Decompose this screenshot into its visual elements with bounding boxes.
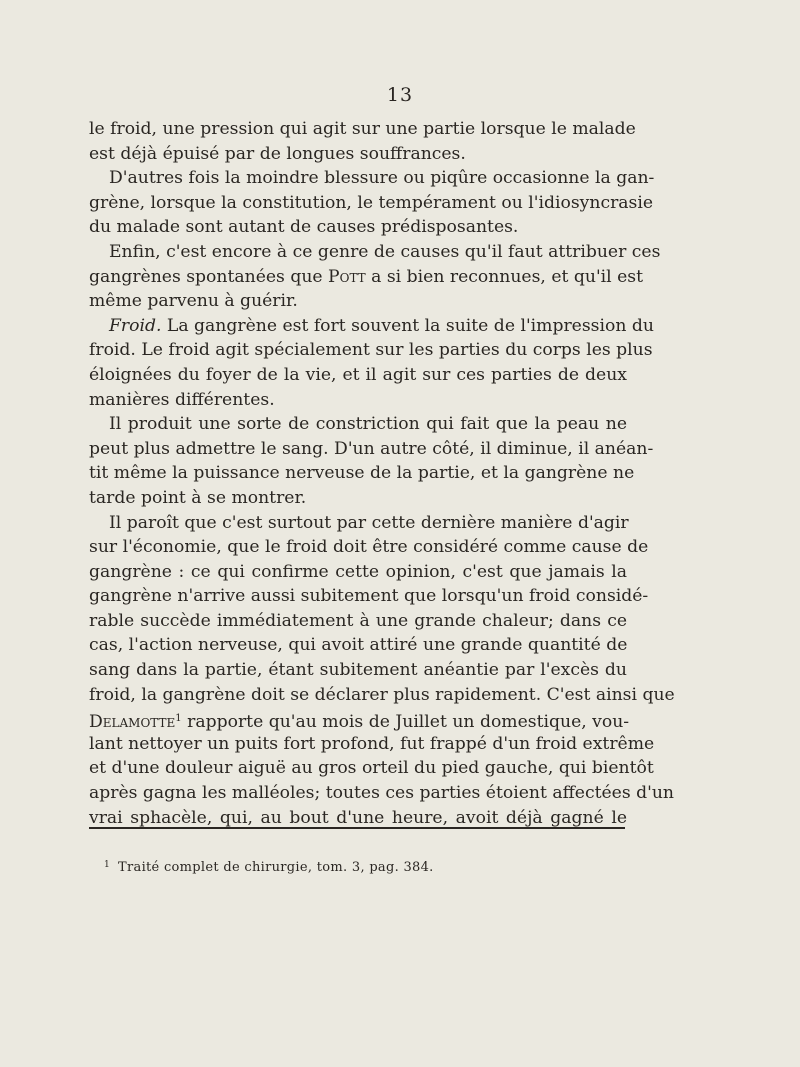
text-line: est déjà épuisé par de longues souffrances. bbox=[89, 143, 466, 164]
footnote bbox=[104, 860, 434, 875]
footnote-ref: 1 bbox=[175, 713, 182, 725]
page-number: 13 bbox=[386, 84, 414, 106]
author-name-pott: Pott bbox=[328, 266, 366, 287]
text-line: peut plus admettre le sang. D'un autre côté, il diminue, il anéan- bbox=[89, 438, 654, 459]
text-segment: gangrènes spontanées que bbox=[89, 266, 323, 287]
text-line: Il paroît que c'est surtout par cette dernière manière d'agir bbox=[109, 512, 629, 533]
text-segment: a si bien reconnues, et qu'il est bbox=[371, 266, 644, 287]
text-line: vrai sphacèle, qui, au bout d'une heure, avoit déjà gagné le bbox=[89, 807, 627, 828]
text-line: Il produit une sorte de constriction qui fait que la peau ne bbox=[109, 414, 627, 435]
text-line bbox=[89, 707, 630, 733]
text-segment: La gangrène est fort souvent la suite de l'impression du bbox=[166, 315, 654, 336]
text-line: après gagna les malléoles; toutes ces parties étoient affectées d'un bbox=[89, 783, 674, 804]
text-line bbox=[89, 314, 654, 339]
footnote-mark: 1 bbox=[104, 860, 111, 870]
body-text bbox=[89, 117, 675, 830]
text-line: rable succède immédiatement à une grande chaleur; dans ce bbox=[89, 610, 627, 631]
text-line: Enfin, c'est encore à ce genre de causes qu'il faut attribuer ces bbox=[109, 241, 661, 262]
text-line: même parvenu à guérir. bbox=[89, 291, 298, 312]
text-line: froid. Le froid agit spécialement sur les parties du corps les plus bbox=[89, 340, 653, 361]
text-line: cas, l'action nerveuse, qui avoit attiré une grande quantité de bbox=[89, 635, 628, 656]
text-line: grène, lorsque la constitution, le tempérament ou l'idiosyncrasie bbox=[89, 192, 654, 213]
text-line: lant nettoyer un puits fort profond, fut frappé d'un froid extrême bbox=[89, 733, 655, 754]
text-line: manières différentes. bbox=[89, 389, 275, 410]
footnote-text: Traité complet de chirurgie, tom. 3, pag. 384. bbox=[118, 860, 434, 875]
text-line: éloignées du foyer de la vie, et il agit sur ces parties de deux bbox=[89, 364, 627, 385]
text-line: sang dans la partie, étant subitement anéantie par l'excès du bbox=[89, 660, 627, 681]
text-line: D'autres fois la moindre blessure ou piqûre occasionne la gan- bbox=[109, 168, 655, 189]
text-line: gangrène : ce qui confirme cette opinion, c'est que jamais la bbox=[89, 561, 627, 582]
text-line: froid, la gangrène doit se déclarer plus rapidement. C'est ainsi que bbox=[89, 684, 675, 705]
text-line: et d'une douleur aiguë au gros orteil du pied gauche, qui bientôt bbox=[89, 758, 654, 779]
text-line: du malade sont autant de causes prédisposantes. bbox=[89, 217, 519, 238]
text-line: sur l'économie, que le froid doit être considéré comme cause de bbox=[89, 537, 649, 558]
text-line: tit même la puissance nerveuse de la partie, et la gangrène ne bbox=[89, 463, 635, 484]
footnote-divider bbox=[89, 827, 625, 829]
section-heading-froid: Froid. bbox=[109, 315, 162, 336]
text-line bbox=[89, 265, 644, 290]
text-line: gangrène n'arrive aussi subitement que lorsqu'un froid considé- bbox=[89, 586, 649, 607]
text-line: le froid, une pression qui agit sur une partie lorsque le malade bbox=[89, 119, 636, 139]
text-segment: rapporte qu'au mois de Juillet un domestique, vou- bbox=[187, 712, 630, 733]
text-line: tarde point à se montrer. bbox=[89, 487, 307, 508]
author-name-delamotte: Delamotte bbox=[89, 712, 176, 733]
